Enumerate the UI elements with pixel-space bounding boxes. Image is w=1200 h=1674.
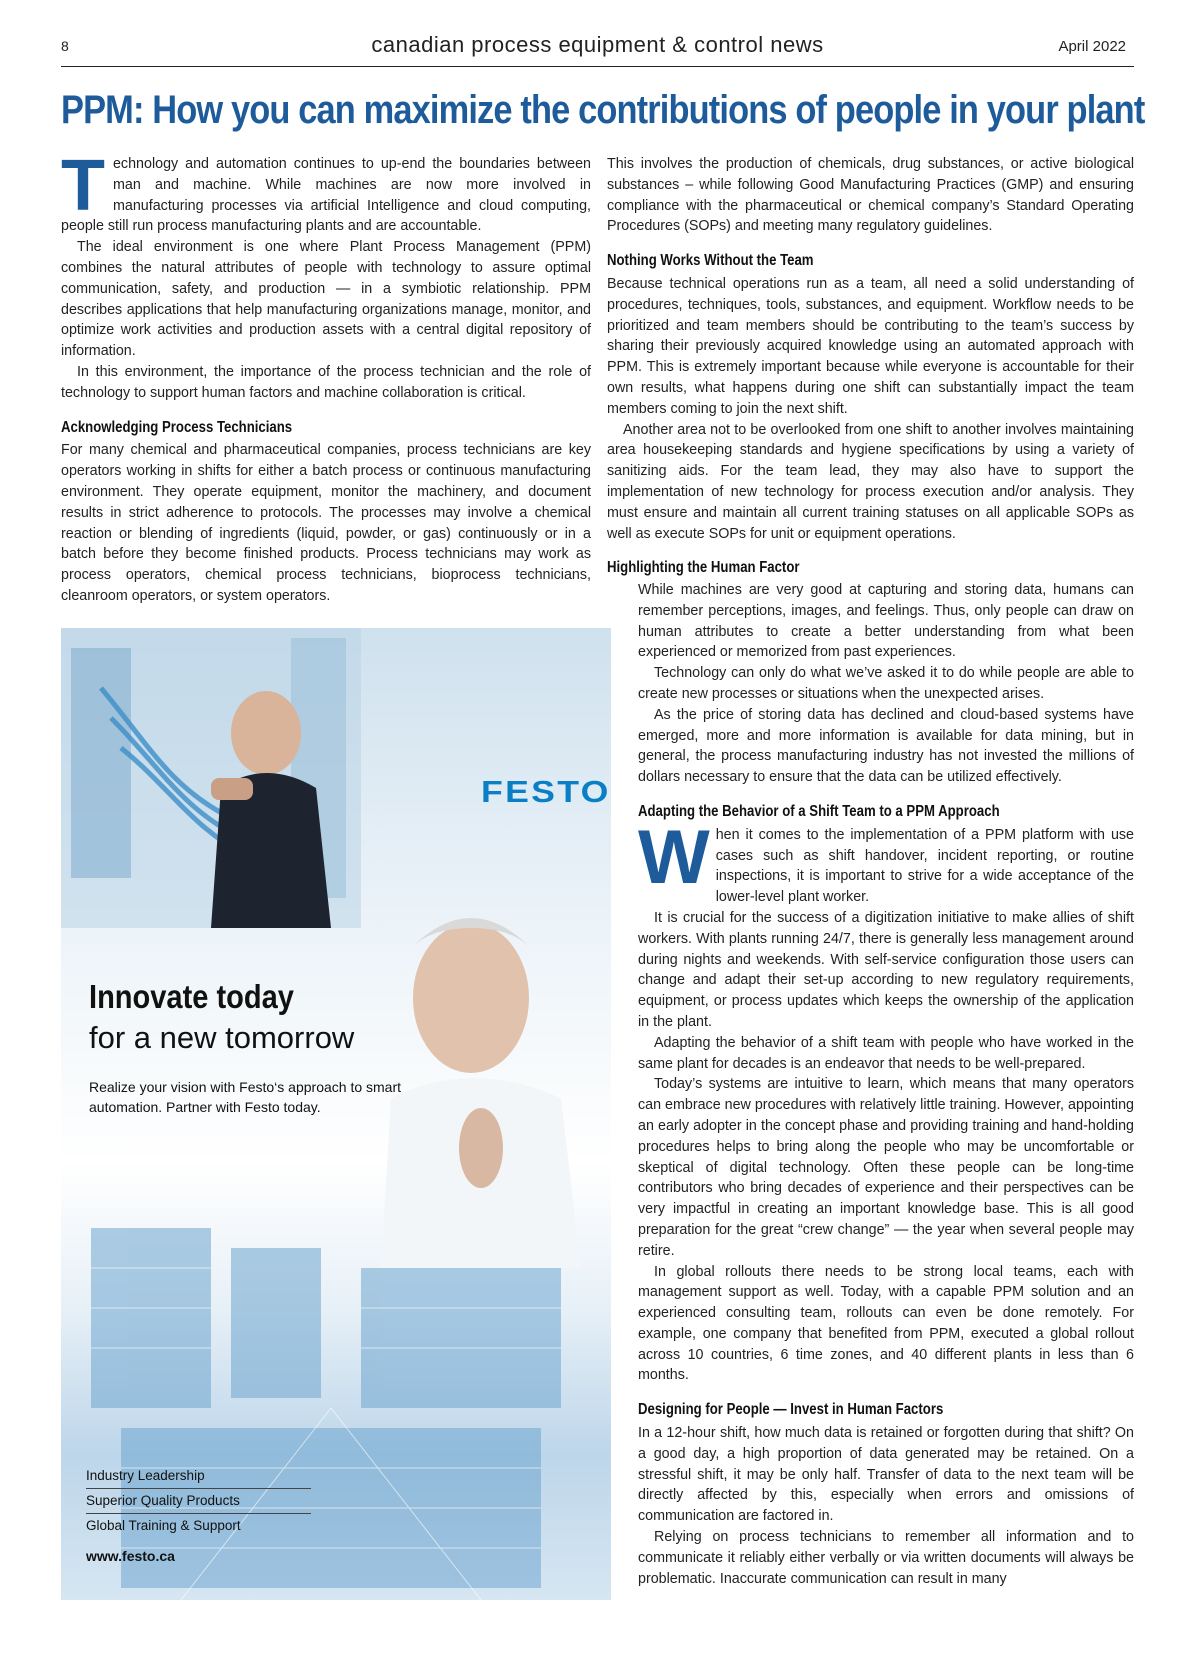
ad-subheadline: for a new tomorrow	[89, 1020, 355, 1055]
paragraph: The ideal environment is one where Plant Process Management (PPM) combines the natural attributes of people with technology to assure optimal communication, safety, and production — in a symbiotic relationship. PPM describes applications that help manufacturing organizations manage, monitor, and optimize work activities and production assets with a central digital repository of information.	[61, 239, 591, 360]
festo-advertisement[interactable]	[61, 628, 611, 1600]
ad-website-link[interactable]: www.festo.ca	[86, 1548, 175, 1564]
paragraph: Another area not to be overlooked from one shift to another involves maintaining area housekeeping standards and hygiene specifications by using a variety of sanitizing aids. For the team lead, they may also have to support the implementation of new technology for process execution and/or analysis. They must ensure and maintain all current training statuses on all applicable SOPs as well as execute SOPs for unit or equipment operations.	[607, 421, 1134, 542]
column-3	[638, 580, 1134, 1589]
section-heading: Acknowledging Process Technicians	[61, 418, 293, 436]
drop-cap: T	[61, 146, 105, 226]
paragraph: For many chemical and pharmaceutical companies, process technicians are key operators working in shifts for either a batch process or continuous manufacturing environment. They operate equipment, monitor the machinery, and document results in strict adherence to protocols. The processes may involve a chemical reaction or blending of ingredients (liquid, powder, or gas) continuously or in a batch before they become finished products. Process technicians may work as process operators, chemical process technicians, bioprocess technicians, cleanroom operators, or system operators.	[61, 442, 591, 604]
column-2	[607, 154, 1134, 581]
paragraph: Because technical operations run as a team, all need a solid understanding of procedures, techniques, tools, substances, and equipment. Workflow needs to be prioritized and team members should be contributing to the team’s success by sharing their previously acquired knowledge using an automated approach with PPM. This is extremely important because while everyone is accountable for their own results, what happens during one shift can substantially impact the team members coming to join the next shift.	[607, 275, 1134, 417]
page-number: 8	[61, 38, 69, 54]
paragraph: While machines are very good at capturing and storing data, humans can remember perceptions, images, and feelings. Thus, only people can draw on human attributes to create a better understanding from what been experienced or memorized from past experiences.	[638, 582, 1134, 661]
column-1	[61, 146, 591, 607]
paragraph: In global rollouts there needs to be strong local teams, each with management support as well. Today, with a capable PPM solution and an experienced consulting team, rollouts can even be done remotely. For example, one company that benefited from PPM, executed a global rollout across 10 countries, 6 time zones, and 40 different plants in less than 6 months.	[638, 1263, 1134, 1384]
paragraph: Technology and automation continues to up-end the boundaries between man and machine. While machines are now more involved in manufacturing processes via artificial Intelligence and cloud computing, people still run process manufacturing plants and are accountable.	[61, 146, 591, 235]
ad-body: Realize your vision with Festo‘s approach to smart automation. Partner with Festo today.	[89, 1079, 402, 1115]
ad-headline: Innovate today	[89, 978, 294, 1015]
section-heading: Adapting the Behavior of a Shift Team to a PPM Approach	[638, 802, 1000, 820]
article-headline: PPM: How you can maximize the contributions of people in your plant	[61, 88, 1145, 132]
drop-cap: W	[638, 814, 710, 900]
page-header	[61, 30, 1134, 67]
paragraph: Technology can only do what we’ve asked it to do while people are able to create new processes or situations when the unexpected arises.	[638, 665, 1134, 702]
publication-name: canadian process equipment & control news	[371, 32, 824, 57]
paragraph: Relying on process technicians to remember all information and to communicate it reliably either verbally or via written documents will always be problematic. Inaccurate communication can result in many	[638, 1529, 1134, 1587]
paragraph: Today’s systems are intuitive to learn, which means that many operators can embrace new procedures with relatively little training. However, appointing an early adopter in the concept phase and providing training and hand-holding procedures helps to bring along the people who may be uncomfortable or skeptical of digital technology. Often these people can be long-time contributors who bring decades of experience and their perspectives can be very impactful in creating an important knowledge base. This is all good preparation for the great “crew change” — the year when several people may retire.	[638, 1076, 1134, 1259]
ad-feature-list	[86, 1464, 311, 1538]
paragraph: When it comes to the implementation of a PPM platform with use cases such as shift handover, incident reporting, or routine inspections, it is important to strive for a wide acceptance of the lower-level plant worker.	[638, 814, 1134, 906]
section-heading: Designing for People — Invest in Human Factors	[638, 1401, 944, 1419]
paragraph: In a 12-hour shift, how much data is retained or forgotten during that shift? On a good day, a high proportion of data generated may be retained. On a stressful shift, it may be only half. Transfer of data to the next team will be directly affected by this, especially when errors and omissions of communication are factored in.	[638, 1425, 1134, 1525]
issue-date: April 2022	[1058, 38, 1126, 55]
paragraph: Adapting the behavior of a shift team with people who have worked in the same plant for decades is an endeavor that needs to be well-prepared.	[638, 1034, 1134, 1072]
ad-feature-item: Global Training & Support	[86, 1518, 241, 1533]
ad-feature-item: Superior Quality Products	[86, 1489, 311, 1514]
paragraph: This involves the production of chemicals, drug substances, or active biological substances – while following Good Manufacturing Practices (GMP) and ensuring compliance with the pharmaceutical or chemical company’s Standard Operating Procedures (SOPs) and meeting many regulatory guidelines.	[607, 156, 1134, 235]
section-heading: Nothing Works Without the Team	[607, 252, 814, 270]
paragraph: In this environment, the importance of the process technician and the role of technology to support human factors and machine collaboration is critical.	[61, 363, 591, 401]
paragraph: It is crucial for the success of a digitization initiative to make allies of shift workers. With plants running 24/7, there is generally less management around during nights and weekends. With self-service configuration those users can change and adapt their set-up according to new regulatory requirements, equipment, or process updates which keeps the ownership of the application in the plant.	[638, 909, 1134, 1030]
section-heading: Highlighting the Human Factor	[607, 559, 800, 577]
paragraph: As the price of storing data has declined and cloud-based systems have emerged, more and more information is available for data mining, but in general, the process manufacturing industry has not invested the millions of dollars necessary to ensure that the data can be utilized effectively.	[638, 706, 1134, 786]
ad-feature-item: Industry Leadership	[86, 1464, 311, 1489]
festo-logo: FESTO	[481, 774, 611, 809]
